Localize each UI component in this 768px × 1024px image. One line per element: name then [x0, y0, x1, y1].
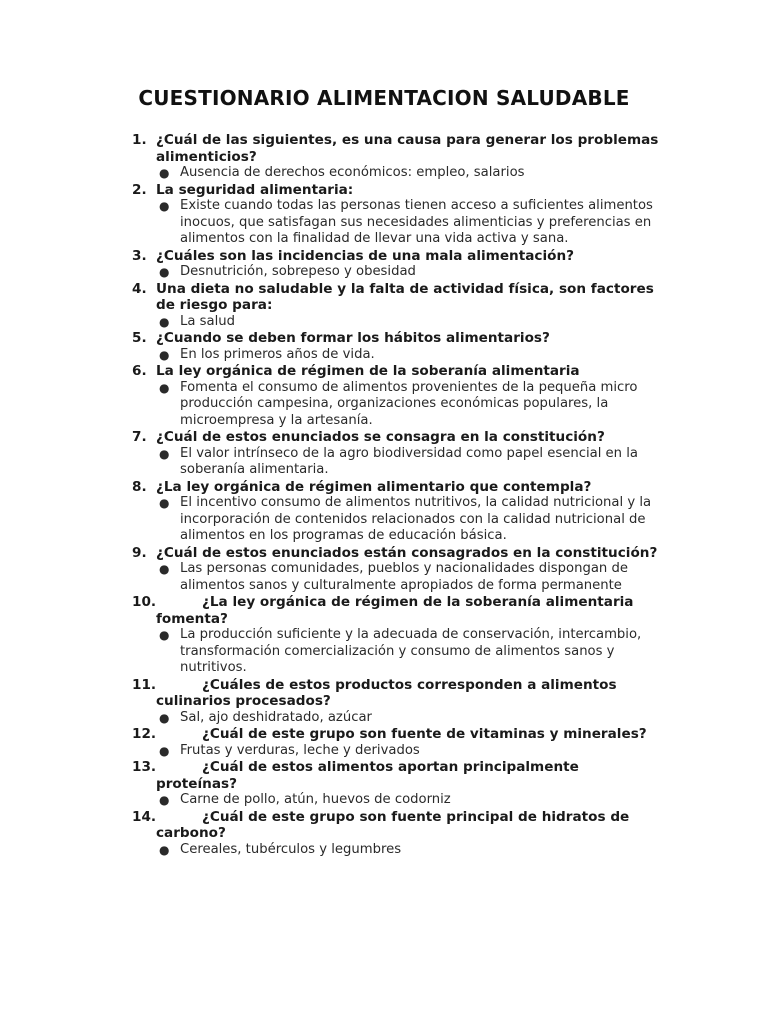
- question-number: 5.: [132, 330, 147, 346]
- bullet-icon: ●: [159, 265, 170, 279]
- question-item: [132, 677, 662, 727]
- bullet-icon: ●: [159, 380, 170, 395]
- question-text: ¿Cuál de estos alimentos aportan principalmente proteínas?: [156, 759, 579, 792]
- question-number: 2.: [132, 181, 147, 198]
- question-number: 4.: [132, 280, 147, 297]
- question-item: [132, 759, 662, 809]
- answer-item: [156, 446, 662, 479]
- answer-text: Las personas comunidades, pueblos y nacionalidades dispongan de alimentos sanos y culturalmente apropiados de forma permanente: [180, 561, 628, 593]
- question-number: 9.: [132, 544, 147, 561]
- question-text: ¿Cuál de estos enunciados están consagrados en la constitución?: [156, 544, 658, 561]
- answer-list: [156, 842, 662, 859]
- answer-text: El incentivo consumo de alimentos nutritivos, la calidad nutricional y la incorporación de contenidos relacionados con la calidad nutricional de alimentos en los programas de educación básica.: [180, 495, 652, 543]
- question-text: ¿Cuál de las siguientes, es una causa para generar los problemas alimenticios?: [156, 132, 659, 165]
- question-item: [132, 330, 662, 363]
- question-item: [132, 726, 662, 759]
- answer-item: [156, 198, 662, 248]
- answer-list: [156, 314, 662, 331]
- answer-list: [156, 380, 662, 430]
- question-list: [132, 132, 662, 858]
- answer-text: Carne de pollo, atún, huevos de codorniz: [180, 792, 451, 807]
- answer-item: [156, 627, 662, 677]
- answer-text: Existe cuando todas las personas tienen acceso a suficientes alimentos inocuos, que satisfagan sus necesidades alimenticias y preferencias en alimentos con la finalidad de llevar una vida activa y sana.: [180, 198, 653, 246]
- bullet-icon: ●: [159, 496, 170, 510]
- question-number: 6.: [132, 363, 147, 379]
- answer-list: [156, 347, 662, 364]
- question-item: [132, 248, 662, 281]
- answer-text: Sal, ajo deshidratado, azúcar: [180, 709, 372, 725]
- answer-list: [156, 561, 662, 594]
- bullet-icon: ●: [159, 710, 170, 725]
- answer-item: [156, 561, 662, 594]
- bullet-icon: ●: [159, 314, 170, 329]
- question-item: [132, 363, 662, 429]
- answer-item: [156, 743, 662, 760]
- question-text: ¿Cuál de este grupo son fuente principal de hidratos de carbono?: [156, 808, 630, 841]
- answer-list: [156, 792, 662, 809]
- bullet-icon: ●: [159, 166, 170, 180]
- answer-item: [156, 710, 662, 727]
- question-text: ¿Cuáles son las incidencias de una mala alimentación?: [156, 247, 575, 264]
- question-number: 14.: [132, 808, 157, 825]
- bullet-icon: ●: [159, 446, 170, 461]
- answer-list: [156, 198, 662, 248]
- answer-text: La producción suficiente y la adecuada de conservación, intercambio, transformación comercialización y consumo de alimentos sanos y nutritivos.: [180, 627, 642, 675]
- question-number: 3.: [132, 247, 147, 264]
- answer-text: Fomenta el consumo de alimentos provenientes de la pequeña micro producción campesina, organizaciones económicas populares, la microempresa y la artesanía.: [180, 379, 638, 428]
- answer-item: [156, 495, 662, 545]
- bullet-icon: ●: [159, 793, 170, 807]
- answer-item: [156, 264, 662, 281]
- question-item: [132, 281, 662, 331]
- question-number: 10.: [132, 594, 157, 610]
- question-item: [132, 594, 662, 677]
- question-item: [132, 809, 662, 859]
- answer-item: [156, 165, 662, 182]
- answer-list: [156, 743, 662, 760]
- question-number: 13.: [132, 759, 157, 775]
- answer-text: Cereales, tubérculos y legumbres: [180, 841, 402, 857]
- answer-item: [156, 792, 662, 809]
- question-text: ¿Cuál de estos enunciados se consagra en la constitución?: [156, 429, 605, 445]
- question-number: 1.: [132, 132, 147, 148]
- question-item: [132, 545, 662, 595]
- question-text: ¿Cuáles de estos productos corresponden a alimentos culinarios procesados?: [156, 676, 617, 709]
- answer-text: El valor intrínseco de la agro biodiversidad como papel esencial en la soberanía alimentaria.: [180, 445, 638, 477]
- question-item: [132, 479, 662, 545]
- bullet-icon: ●: [159, 347, 170, 362]
- answer-item: [156, 380, 662, 430]
- answer-item: [156, 314, 662, 331]
- answer-list: [156, 627, 662, 677]
- question-item: [132, 132, 662, 182]
- answer-text: Desnutrición, sobrepeso y obesidad: [180, 264, 416, 279]
- answer-list: [156, 446, 662, 479]
- question-text: La seguridad alimentaria:: [156, 181, 354, 198]
- bullet-icon: ●: [159, 743, 170, 758]
- question-text: ¿Cuando se deben formar los hábitos alimentarios?: [156, 330, 550, 346]
- question-text: La ley orgánica de régimen de la soberanía alimentaria: [156, 363, 580, 379]
- answer-item: [156, 842, 662, 859]
- question-text: ¿La ley orgánica de régimen alimentario que contempla?: [156, 478, 592, 495]
- answer-text: Frutas y verduras, leche y derivados: [180, 742, 420, 758]
- answer-text: En los primeros años de vida.: [180, 346, 375, 362]
- question-text: ¿La ley orgánica de régimen de la soberanía alimentaria fomenta?: [156, 594, 634, 627]
- bullet-icon: ●: [159, 842, 170, 857]
- bullet-icon: ●: [159, 628, 170, 642]
- answer-text: La salud: [180, 313, 235, 329]
- question-number: 8.: [132, 478, 147, 495]
- answer-item: [156, 347, 662, 364]
- answer-list: [156, 710, 662, 727]
- answer-list: [156, 264, 662, 281]
- question-number: 7.: [132, 429, 147, 445]
- document-title: CUESTIONARIO ALIMENTACION SALUDABLE: [138, 86, 630, 110]
- question-number: 12.: [132, 726, 157, 742]
- answer-list: [156, 165, 662, 182]
- bullet-icon: ●: [159, 562, 170, 576]
- question-item: [132, 429, 662, 479]
- bullet-icon: ●: [159, 199, 170, 213]
- answer-list: [156, 495, 662, 545]
- answer-text: Ausencia de derechos económicos: empleo, salarios: [180, 165, 525, 180]
- question-text: ¿Cuál de este grupo son fuente de vitaminas y minerales?: [202, 726, 647, 742]
- question-text: Una dieta no saludable y la falta de actividad física, son factores de riesgo para:: [156, 280, 654, 313]
- question-number: 11.: [132, 676, 157, 693]
- question-item: [132, 182, 662, 248]
